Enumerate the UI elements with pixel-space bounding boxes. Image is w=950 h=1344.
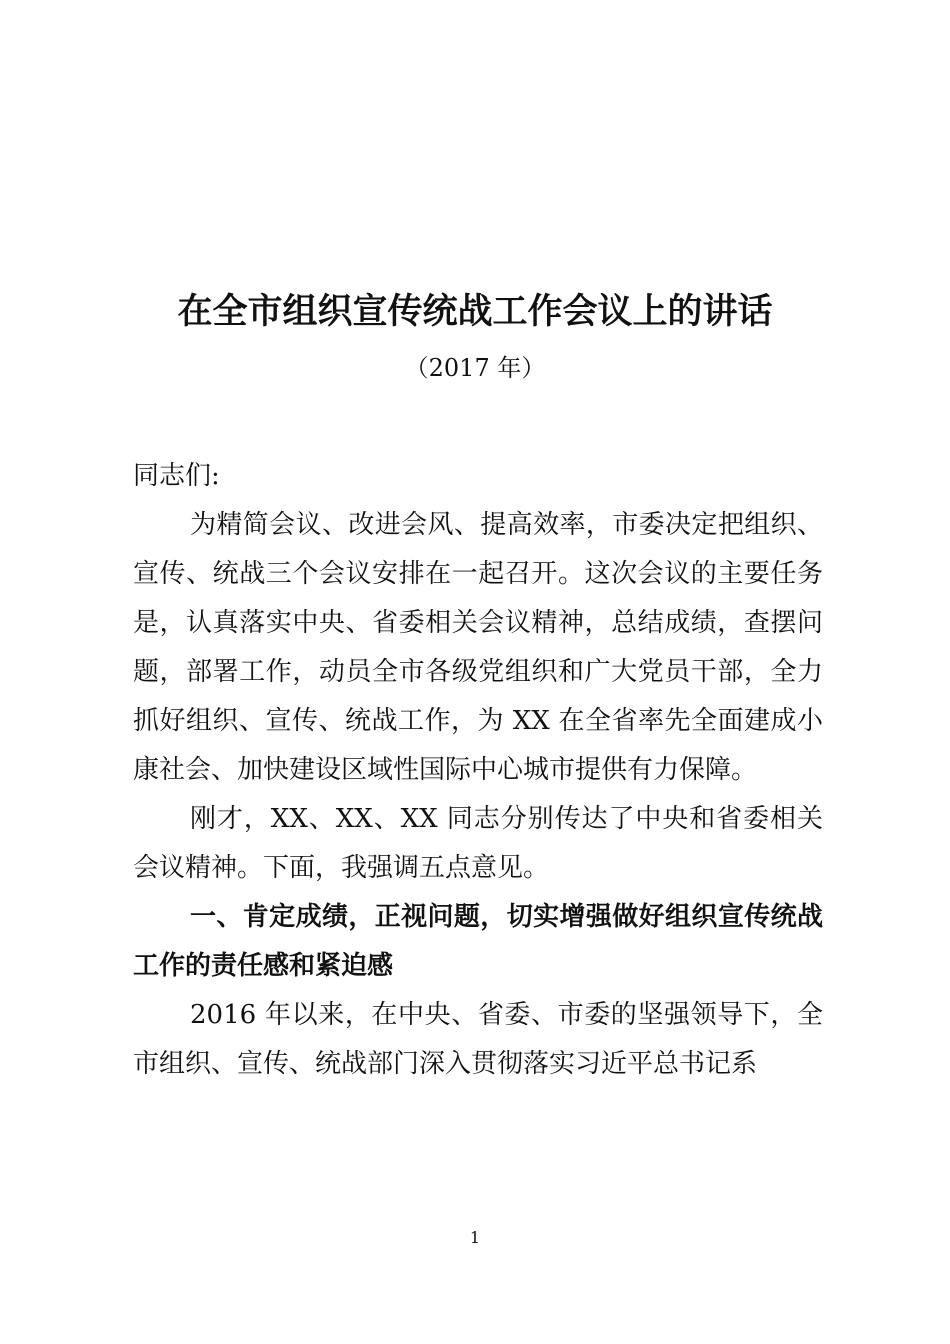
section-paragraph: 2016 年以来，在中央、省委、市委的坚强领导下，全市组织、宣传、统战部门深入贯彻落实习近平总书记系 — [133, 1000, 823, 1079]
paragraph: 为精简会议、改进会风、提高效率，市委决定把组织、宣传、统战三个会议安排在一起召开。这次会议的主要任务是，认真落实中央、省委相关会议精神，总结成绩，查摆问题，部署工作，动员全市各级党组织和广大党员干部，全力抓好组织、宣传、统战工作，为 XX 在全省率先全面建成小康社会、加快建设区域性国际中心城市提供有力保障。 — [133, 510, 823, 785]
paragraph: 刚才，XX、XX、XX 同志分别传达了中央和省委相关会议精神。下面，我强调五点意见。 — [133, 804, 823, 883]
salutation: 同志们: — [133, 461, 220, 491]
page-number: 1 — [469, 1228, 481, 1247]
section-heading: 一、肯定成绩，正视问题，切实增强做好组织宣传统战工作的责任感和紧迫感 — [133, 902, 823, 981]
document-title: 在全市组织宣传统战工作会议上的讲话 — [177, 291, 773, 332]
document-subtitle: （2017 年） — [404, 354, 546, 382]
document-body — [133, 452, 823, 1089]
